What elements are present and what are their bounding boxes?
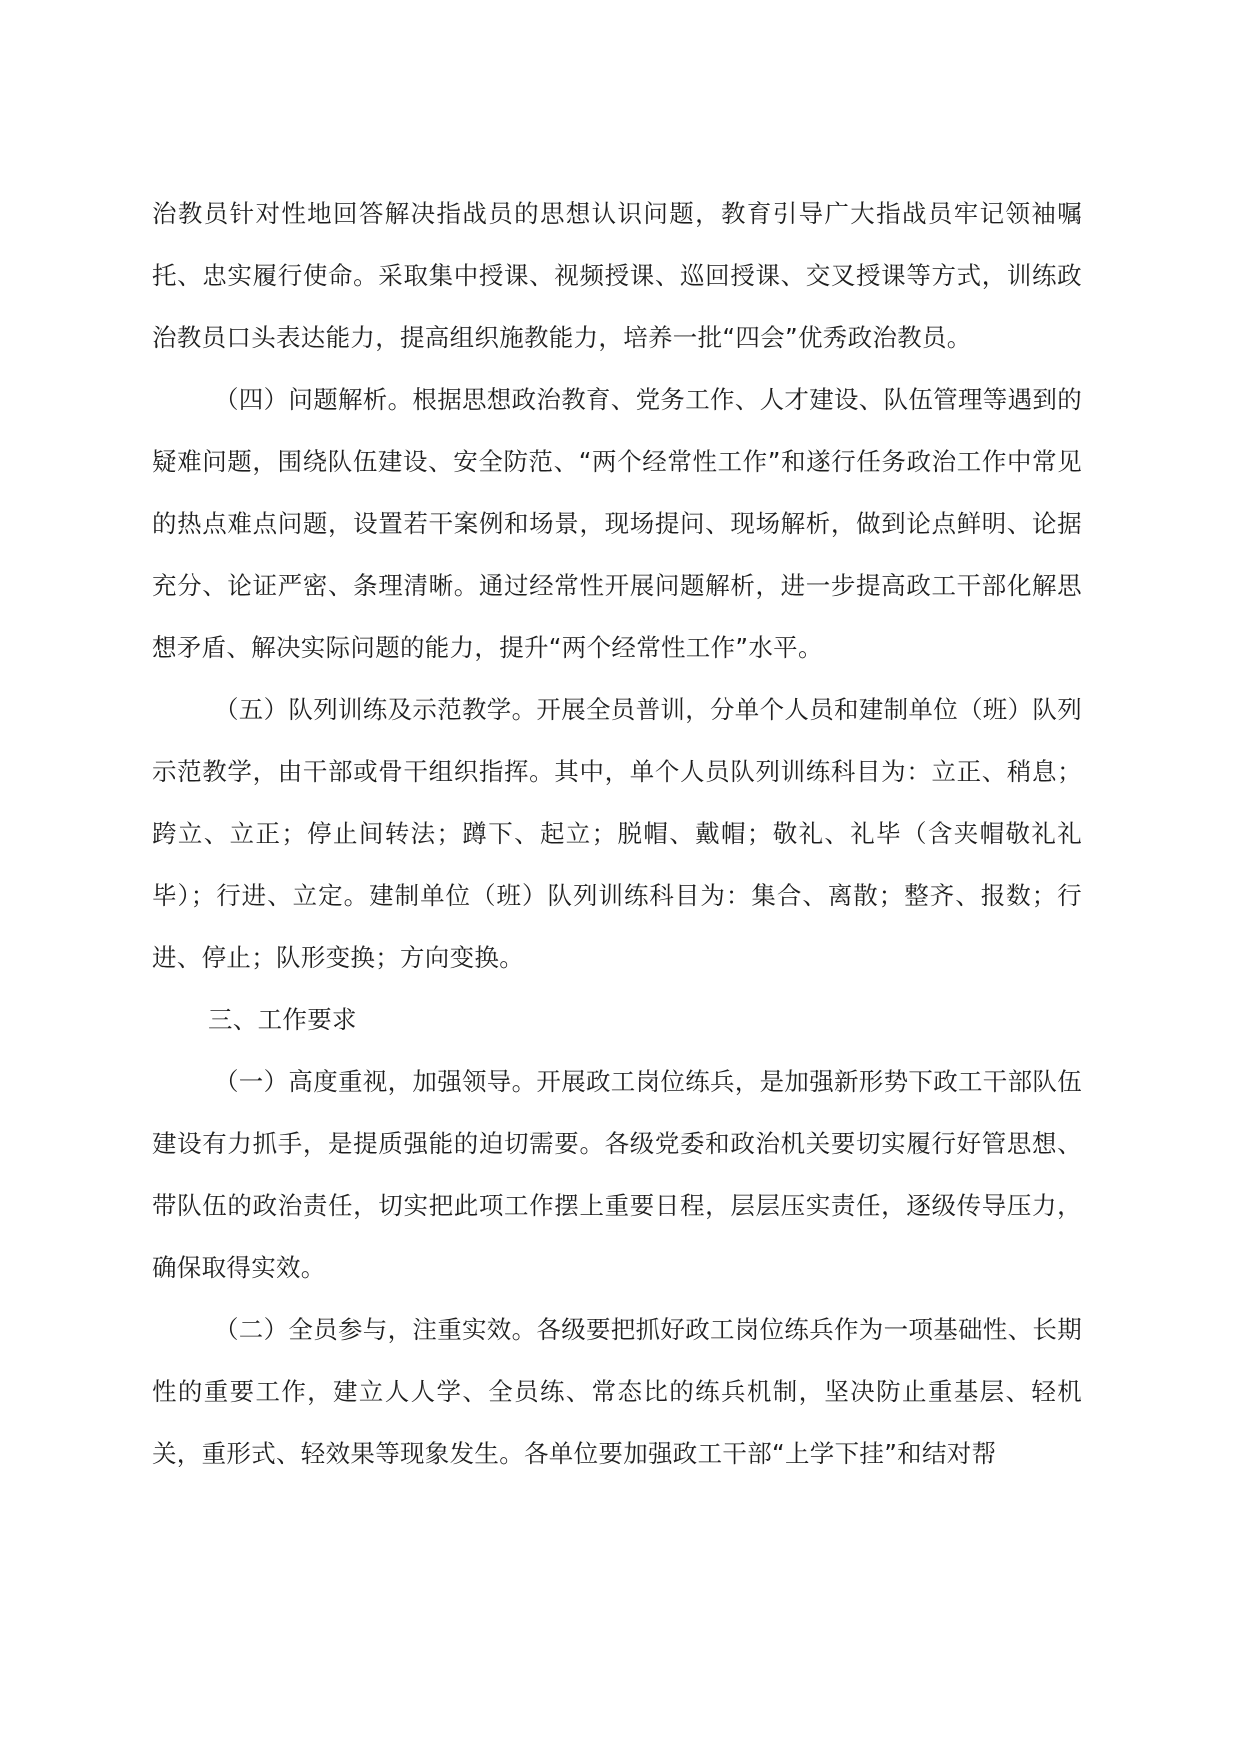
paragraph-participation: （二）全员参与，注重实效。各级要把抓好政工岗位练兵作为一项基础性、长期性的重要工作，建立人人学、全员练、常态比的练兵机制，坚决防止重基层、轻机关，重形式、轻效果等现象发生。各单位要加强政工干部“上学下挂”和结对帮 <box>152 1315 1082 1468</box>
paragraph-drill-training: （五）队列训练及示范教学。开展全员普训，分单个人员和建制单位（班）队列示范教学，由干部或骨干组织指挥。其中，单个人员队列训练科目为：立正、稍息；跨立、立正；停止间转法；蹲下、起立；脱帽、戴帽；敬礼、礼毕（含夹帽敬礼礼毕）；行进、立定。建制单位（班）队列训练科目为：集合、离散；整齐、报数；行进、停止；队形变换；方向变换。 <box>152 695 1082 972</box>
paragraph-leadership: （一）高度重视，加强领导。开展政工岗位练兵，是加强新形势下政工干部队伍建设有力抓手，是提质强能的迫切需要。各级党委和政治机关要切实履行好管思想、带队伍的政治责任，切实把此项工作摆上重要日程，层层压实责任，逐级传导压力，确保取得实效。 <box>152 1067 1082 1282</box>
paragraph-problem-analysis: （四）问题解析。根据思想政治教育、党务工作、人才建设、队伍管理等遇到的疑难问题，围绕队伍建设、安全防范、“两个经常性工作”和遂行任务政治工作中常见的热点难点问题，设置若干案例和场景，现场提问、现场解析，做到论点鲜明、论据充分、论证严密、条理清晰。通过经常性开展问题解析，进一步提高政工干部化解思想矛盾、解决实际问题的能力，提升“两个经常性工作”水平。 <box>152 385 1082 662</box>
section-heading-work-requirements: 三、工作要求 <box>208 1005 357 1034</box>
paragraph-continuation: 治教员针对性地回答解决指战员的思想认识问题，教育引导广大指战员牢记领袖嘱托、忠实履行使命。采取集中授课、视频授课、巡回授课、交叉授课等方式，训练政治教员口头表达能力，提高组织施教能力，培养一批“四会”优秀政治教员。 <box>152 199 1082 352</box>
document-body <box>152 183 1082 1485</box>
